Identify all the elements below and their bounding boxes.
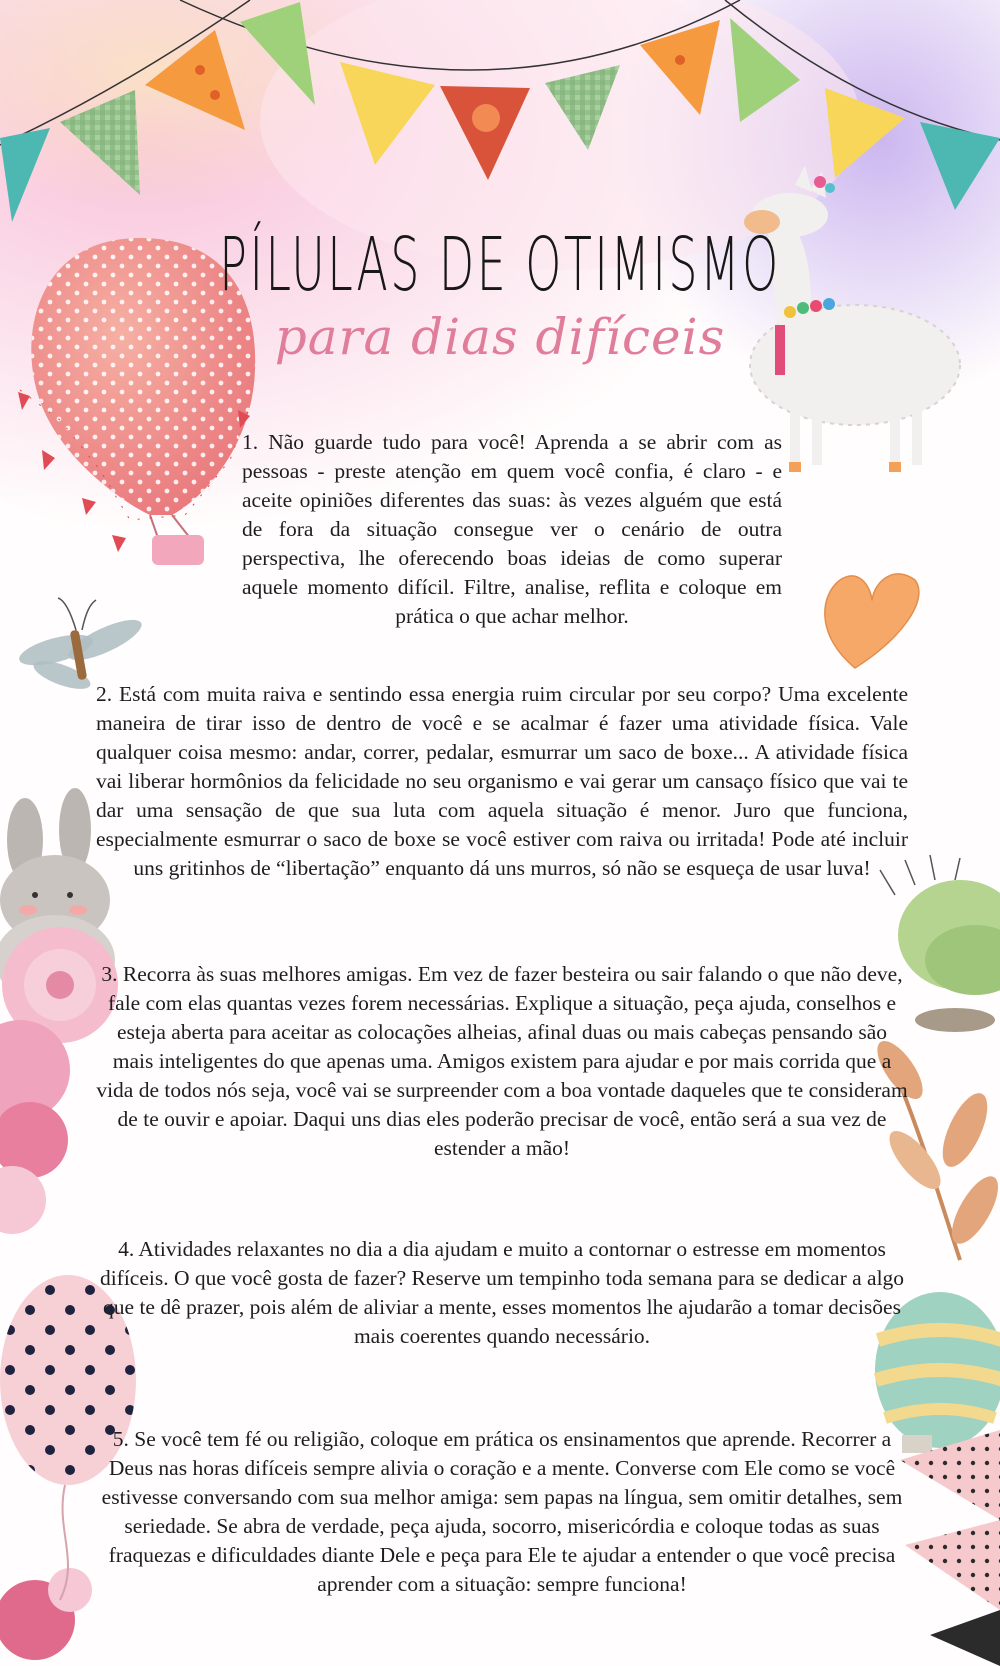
tip-4: 4. Atividades relaxantes no dia a dia ajudam e muito a contornar o estresse em momentos difíceis. O que você gosta de fazer? Reserve um tempinho toda semana para se dedicar a algo que te dê prazer, pois além de aliviar a mente, esses momentos lhe ajudarão a tomar decisões mais coerentes quando necessário. xyxy=(99,1237,905,1348)
page-subtitle: para dias difíceis xyxy=(274,308,726,366)
tip-2: 2. Está com muita raiva e sentindo essa energia ruim circular por seu corpo? Uma excelente maneira de tirar isso de dentro de você e se acalmar é fazer uma atividade física. Vale qualquer coisa mesmo: andar, correr, pedalar, esmurrar um saco de boxe... A atividade física vai liberar hormônios da felicidade no seu organismo e vai gerar um cansaço físico que vai te dar uma sensação de que sua luta com aquela situação é menor. Juro que funciona, especialmente esmurrar o saco de boxe se você estiver com raiva ou irritada! Pode até incluir uns gritinhos de “libertação” enquanto dá uns murros, só não se esqueça de usar luva! xyxy=(96,682,908,880)
tip-1: 1. Não guarde tudo para você! Aprenda a se abrir com as pessoas - preste atenção em quem você confia, é claro - e aceite opiniões diferentes das suas: às vezes alguém que está de fora da situação consegue ver o cenário de outra perspectiva, lhe oferecendo boas ideias de como superar aquele momento difícil. Filtre, analise, reflita e coloque em prática o que achar melhor. xyxy=(242,430,782,628)
tip-5: 5. Se você tem fé ou religião, coloque em prática os ensinamentos que aprende. Recorrer a Deus nas horas difíceis sempre alivia o coração e a mente. Converse com Ele como se você estivesse conversando com sua melhor amiga: sem papas na língua, sem omitir detalhes, sem seriedade. Se abra de verdade, peça ajuda, socorro, misericórdia e coloque todas as suas fraquezas e dificuldades diante Dele e peça para Ele te ajudar a entender o que você precisa aprender com a situação: sempre funciona! xyxy=(101,1427,903,1596)
page-title: PÍLULAS DE OTIMISMO xyxy=(219,222,781,308)
tip-3: 3. Recorra às suas melhores amigas. Em vez de fazer besteira ou sair falando o que não deve, fale com elas quantas vezes forem necessárias. Explique a situação, peça ajuda, conselhos e esteja aberta para aceitar as colocações alheias, afinal duas ou mais cabeças pensando são mais inteligentes do que apenas uma. Amigos existem para ajudar e por mais corrida que a vida de todos nós seja, você vai se surpreender com a boa vontade daqueles que te consideram de te ouvir e apoiar. Daqui uns dias eles poderão precisar de você, então será a sua vez de estender a mão! xyxy=(96,962,908,1160)
